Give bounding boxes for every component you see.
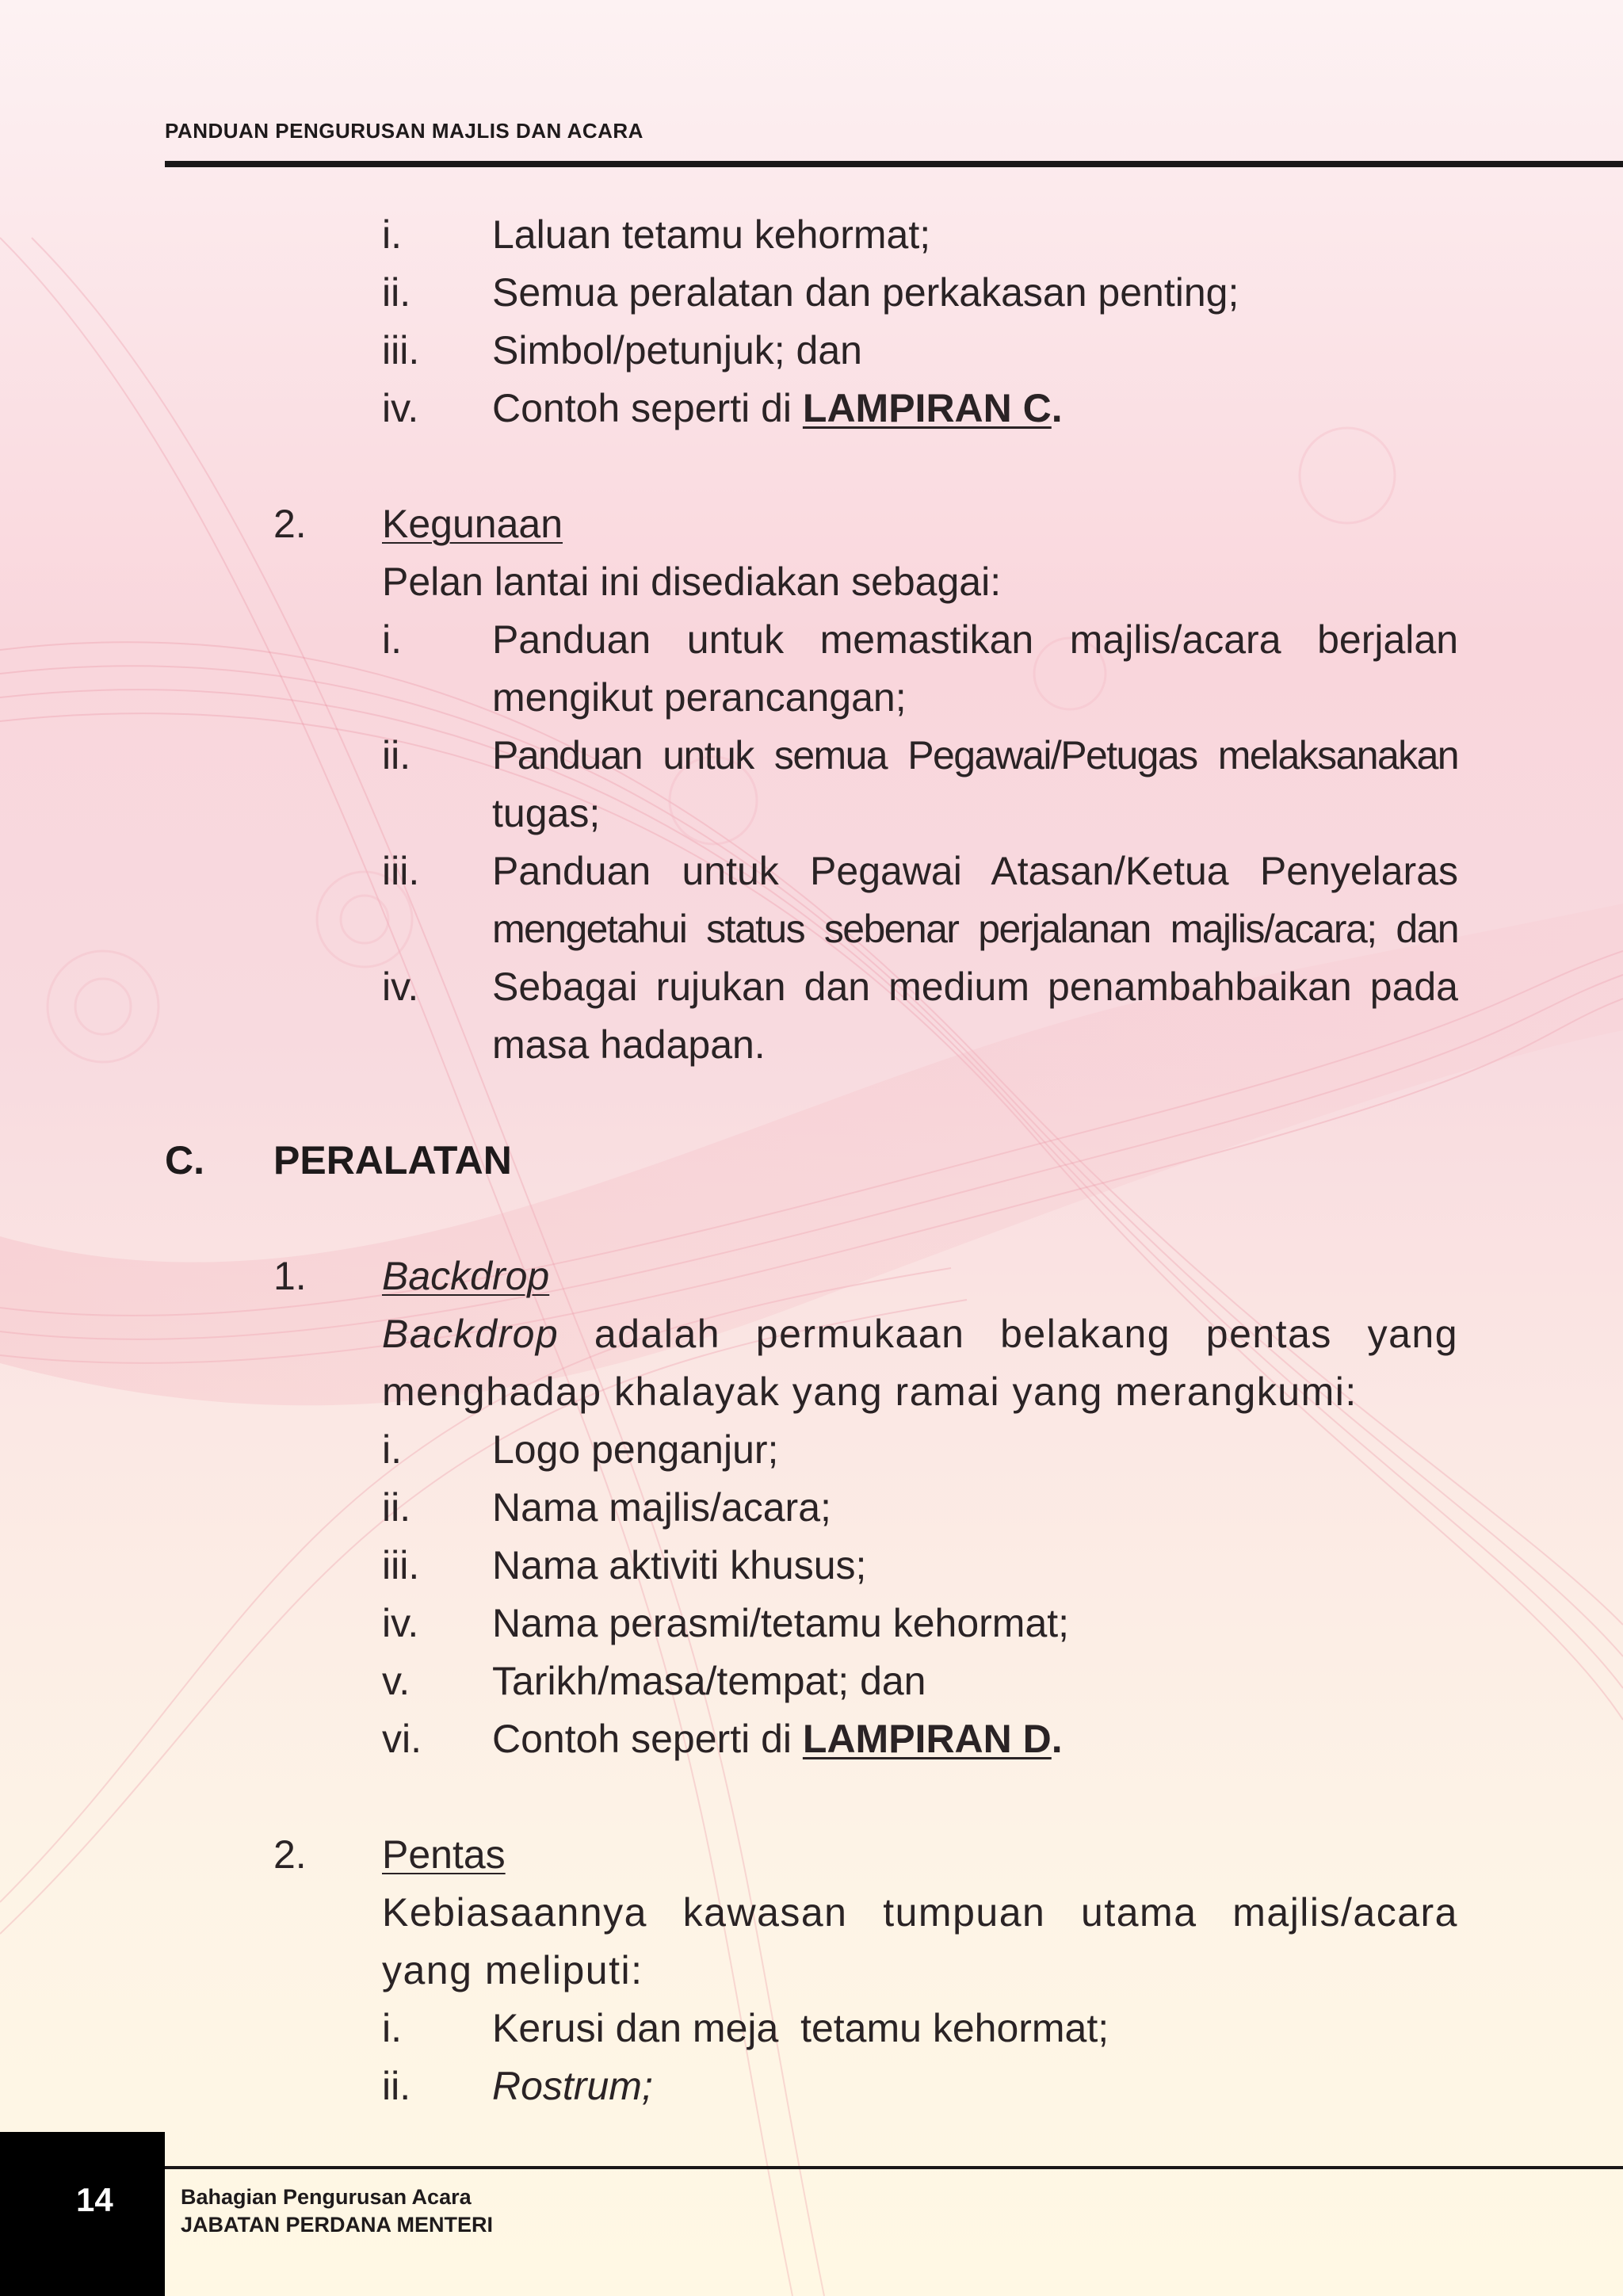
list-item-text: Nama aktiviti khusus; <box>492 1543 867 1587</box>
subsection-heading: Pentas <box>382 1832 506 1877</box>
list-numeral: vi. <box>382 1717 422 1761</box>
paragraph-text: menghadap khalayak yang ramai yang merangkumi: <box>382 1370 1358 1414</box>
list-item-text: Semua peralatan dan perkakasan penting; <box>492 270 1239 315</box>
paragraph-text: yang meliputi: <box>382 1948 643 1992</box>
list-numeral: i. <box>382 1427 402 1472</box>
subsection-number: 2. <box>273 502 307 546</box>
paragraph-text: Backdrop adalah permukaan belakang pentas yang <box>382 1312 1458 1356</box>
paragraph-text: Kebiasaannya kawasan tumpuan utama majlis/acara <box>382 1890 1458 1935</box>
subsection-number: 2. <box>273 1832 307 1877</box>
footer-ministry: JABATAN PERDANA MENTERI <box>181 2213 494 2237</box>
list-item-text: Contoh seperti di LAMPIRAN D. <box>492 1717 1063 1761</box>
paragraph-text: Pelan lantai ini disediakan sebagai: <box>382 560 1002 604</box>
running-header-title: PANDUAN PENGURUSAN MAJLIS DAN ACARA <box>165 119 643 143</box>
list-item-text: Nama perasmi/tetamu kehormat; <box>492 1601 1070 1645</box>
list-item-text: Rostrum; <box>492 2064 653 2108</box>
list-item-text: Panduan untuk memastikan majlis/acara berjalan <box>492 617 1458 662</box>
subsection-number: 1. <box>273 1254 307 1298</box>
list-numeral: iii. <box>382 849 420 893</box>
list-item-text: Contoh seperti di LAMPIRAN C. <box>492 386 1063 430</box>
list-numeral: iii. <box>382 328 420 372</box>
list-numeral: iv. <box>382 1601 419 1645</box>
list-item-text: Tarikh/masa/tempat; dan <box>492 1659 926 1703</box>
subsection-heading: Kegunaan <box>382 502 563 546</box>
subsection-heading: Backdrop <box>382 1254 550 1298</box>
list-numeral: i. <box>382 212 402 257</box>
list-numeral: iv. <box>382 965 419 1009</box>
list-numeral: ii. <box>382 1485 411 1530</box>
list-item-text: Panduan untuk semua Pegawai/Petugas melaksanakan <box>492 733 1458 777</box>
list-item-text: mengetahui status sebenar perjalanan majlis/acara; dan <box>492 907 1458 951</box>
list-numeral: i. <box>382 2006 402 2050</box>
appendix-reference: LAMPIRAN D <box>802 1717 1052 1761</box>
list-item-text: Kerusi dan meja tetamu kehormat; <box>492 2006 1109 2050</box>
list-item-text: Sebagai rujukan dan medium penambahbaikan pada <box>492 965 1458 1009</box>
list-numeral: ii. <box>382 270 411 315</box>
list-item-text: Laluan tetamu kehormat; <box>492 212 931 257</box>
list-numeral: v. <box>382 1659 411 1703</box>
list-item-text: mengikut perancangan; <box>492 675 907 720</box>
appendix-reference: LAMPIRAN C <box>802 386 1052 430</box>
list-item-text: Panduan untuk Pegawai Atasan/Ketua Penyelaras <box>492 849 1458 893</box>
list-item-text: masa hadapan. <box>492 1022 766 1067</box>
list-numeral: iii. <box>382 1543 420 1587</box>
list-numeral: ii. <box>382 2064 411 2108</box>
list-item-text: tugas; <box>492 791 601 835</box>
list-item-text: Logo penganjur; <box>492 1427 779 1472</box>
list-numeral: iv. <box>382 386 419 430</box>
footer-department: Bahagian Pengurusan Acara <box>181 2185 472 2209</box>
page-number: 14 <box>76 2181 113 2218</box>
header-divider <box>165 161 1623 167</box>
list-item-text: Nama majlis/acara; <box>492 1485 831 1530</box>
section-title: PERALATAN <box>273 1138 512 1182</box>
list-numeral: ii. <box>382 733 411 777</box>
list-item-text: Simbol/petunjuk; dan <box>492 328 862 372</box>
footer-divider <box>165 2166 1623 2169</box>
section-letter: C. <box>165 1138 204 1182</box>
list-numeral: i. <box>382 617 402 662</box>
